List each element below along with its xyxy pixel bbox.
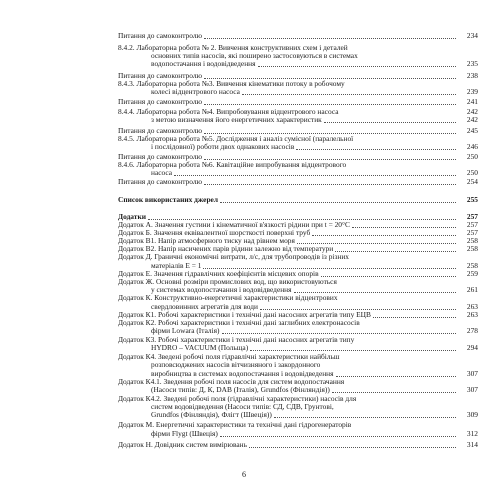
toc-entry-text: Додаток Н. Довідник систем вимірювань bbox=[118, 440, 247, 449]
toc-entry-page: 257 bbox=[466, 220, 478, 229]
dot-leader bbox=[249, 447, 456, 448]
toc-entry-page: 278 bbox=[466, 326, 478, 335]
toc-entry-text: фірми Flygt (Швеція) bbox=[151, 429, 218, 438]
dot-leader bbox=[242, 94, 456, 95]
dot-leader bbox=[297, 243, 456, 244]
toc-entry-text: у системах водопостачання і водовідведення bbox=[151, 285, 292, 294]
toc-entry-text: свердловинних агрегатів для води bbox=[151, 302, 258, 311]
toc-entry-page: 245 bbox=[466, 126, 478, 135]
dot-leader bbox=[204, 184, 456, 185]
toc-entry-text: насоса bbox=[151, 168, 173, 177]
toc-entry-text: Додаток К. Конструктивно-енергетичні характеристики відцентрових bbox=[118, 293, 338, 302]
dot-leader bbox=[274, 417, 456, 418]
dot-leader bbox=[336, 376, 456, 377]
dot-leader bbox=[204, 38, 456, 39]
toc-entry-text: Grundfos (Фінляндія), Флігт (Швеція)) bbox=[151, 410, 272, 419]
toc-entry-text: Додатки bbox=[118, 212, 146, 221]
dot-leader bbox=[335, 251, 456, 252]
dot-leader bbox=[204, 104, 456, 105]
toc-entry-page: 234 bbox=[466, 31, 478, 40]
toc-entry-page: 242 bbox=[466, 107, 478, 116]
page-number: 6 bbox=[242, 470, 246, 479]
toc-entry-text: Додаток А. Значення густини і кінематичної в'язкості рідини при t = 20°C bbox=[118, 220, 350, 229]
dot-leader bbox=[220, 202, 456, 203]
toc-entry-page: 309 bbox=[466, 410, 478, 419]
toc-entry-text: Додаток К4.2. Зведені робочі поля (гідравлічні характеристики) насосів для bbox=[118, 394, 357, 403]
dot-leader bbox=[203, 268, 456, 269]
toc-entry-page: 235 bbox=[466, 59, 478, 68]
dot-leader bbox=[222, 333, 456, 334]
toc-entry-page: 258 bbox=[466, 261, 478, 270]
toc-entry-text: Додаток М. Енергетичні характеристики та технічні дані гідрогенераторів bbox=[118, 420, 352, 429]
toc-entry-page: 246 bbox=[466, 142, 478, 151]
toc-entry-page: 294 bbox=[466, 343, 478, 352]
toc-entry-page: 257 bbox=[466, 228, 478, 237]
dot-leader bbox=[312, 235, 456, 236]
toc-entry-text: Додаток К1. Робочі характеристики і технічні дані насосних агрегатів типу ЕЦВ bbox=[118, 310, 371, 319]
toc-entry-text: матеріалів E = 1 bbox=[151, 261, 202, 270]
toc-entry-page: 258 bbox=[466, 236, 478, 245]
toc-entry-page: 242 bbox=[466, 115, 478, 124]
toc-entry-text: 8.4.4. Лабораторна робота №4. Випробовування відцентрового насоса bbox=[118, 107, 339, 116]
toc-entry-page: 263 bbox=[466, 302, 478, 311]
dot-leader bbox=[321, 276, 456, 277]
toc-entry-page: 307 bbox=[466, 369, 478, 378]
toc-entry-text: Додаток В1. Напір атмосферного тиску над рівнем моря bbox=[118, 236, 295, 245]
toc-entry-page: 254 bbox=[466, 177, 478, 186]
toc-entry-page: 307 bbox=[466, 385, 478, 394]
toc-entry-text: і послідовної) роботи двох однакових насосів bbox=[151, 142, 295, 151]
dot-leader bbox=[258, 66, 456, 67]
dot-leader bbox=[373, 317, 456, 318]
toc-entry-text: Питання до самоконтролю bbox=[118, 152, 203, 161]
toc-entry-text: фірми Lowara (Італія) bbox=[151, 326, 220, 335]
toc-entry-text: Додаток К4.1. Зведення робочі поля насосів для систем водопостачання bbox=[118, 377, 345, 386]
dot-leader bbox=[220, 436, 456, 437]
toc-entry-page: 257 bbox=[466, 212, 478, 221]
toc-entry-text: 8.4.5. Лабораторна робота №5. Дослідження і аналіз сумісної (паралельної bbox=[118, 134, 354, 143]
dot-leader bbox=[352, 227, 456, 228]
toc-entry-page: 250 bbox=[466, 168, 478, 177]
toc-entry-text: Додаток Ж. Основні розміри промислових вод, що використовуються bbox=[118, 277, 337, 286]
toc-entry-text: Питання до самоконтролю bbox=[118, 71, 203, 80]
dot-leader bbox=[204, 159, 456, 160]
toc-entry-text: водопостачання і водовідведення bbox=[151, 59, 256, 68]
toc-entry-page: 258 bbox=[466, 244, 478, 253]
toc-entry-text: Питання до самоконтролю bbox=[118, 177, 203, 186]
toc-entry-page: 261 bbox=[466, 285, 478, 294]
toc-entry-page: 263 bbox=[466, 310, 478, 319]
dot-leader bbox=[148, 219, 456, 220]
toc-entry-text: Питання до самоконтролю bbox=[118, 97, 203, 106]
toc-entry-text: Список використаних джерел bbox=[118, 195, 218, 204]
toc-entry-page: 312 bbox=[466, 429, 478, 438]
dot-leader bbox=[294, 292, 456, 293]
toc-entry-text: Додаток Д. Граничні економічні витрати, л/с, для трубопроводів із різних bbox=[118, 252, 349, 261]
toc-entry-text: Додаток К4. Зведені робочі поля гідравлічні характеристики найбільш bbox=[118, 352, 340, 361]
toc-entry-page: 241 bbox=[466, 97, 478, 106]
toc-entry-text: Додаток Б. Значення еквівалентної шорсткості поверхні труб bbox=[118, 228, 311, 237]
dot-leader bbox=[204, 78, 456, 79]
toc-entry-text: Додаток Е. Значення гідравлічних коефіцієнтів місцевих опорів bbox=[118, 269, 319, 278]
toc-entry-text: Питання до самоконтролю bbox=[118, 31, 203, 40]
toc-entry-text: основних типів насосів, які поширено застосовуються в системах bbox=[151, 51, 358, 60]
toc-entry-text: Додаток В2. Напір насичених парів рідини залежно від температури bbox=[118, 244, 334, 253]
toc-entry-text: колесі відцентрового насоса bbox=[151, 87, 240, 96]
toc-entry-page: 259 bbox=[466, 269, 478, 278]
dot-leader bbox=[174, 175, 456, 176]
toc-entry-text: Додаток К3. Робочі характеристики і технічні дані насосних агрегатів типу bbox=[118, 335, 355, 344]
toc-entry-page: 239 bbox=[466, 87, 478, 96]
dot-leader bbox=[332, 392, 456, 393]
dot-leader bbox=[204, 133, 456, 134]
toc-entry-text: систем водовідведення (Насоси типів: СД, СДВ, Грунтові, bbox=[151, 402, 334, 411]
dot-leader bbox=[324, 122, 456, 123]
toc-entry-text: Додаток К2. Робочі характеристики і технічні дані заглибних електронасосів bbox=[118, 318, 360, 327]
dot-leader bbox=[260, 309, 456, 310]
toc-entry-text: (Насоси типів: Д, К, DAB (Італія), Grundfos (Фінляндія)) bbox=[151, 385, 330, 394]
toc-entry-text: розповсюджених насосів вітчизняного і закордонного bbox=[151, 360, 321, 369]
toc-entry-page: 255 bbox=[466, 195, 478, 204]
dot-leader bbox=[296, 149, 456, 150]
toc-entry-text: з метою визначення його енергетичних характеристик bbox=[151, 115, 322, 124]
toc-entry-text: HYDRO – VACUUM (Польща) bbox=[151, 343, 249, 352]
toc-entry-text: 8.4.3. Лабораторна робота №3. Вивчення кінематики потоку в робочому bbox=[118, 79, 345, 88]
toc-entry-text: 8.4.6. Лабораторна робота №6. Кавітаційне випробування відцентрового bbox=[118, 160, 347, 169]
dot-leader bbox=[250, 350, 456, 351]
toc-entry-page: 238 bbox=[466, 71, 478, 80]
toc-entry-text: 8.4.2. Лабораторна робота № 2. Вивчення конструктивних схем і деталей bbox=[118, 43, 348, 52]
toc-entry-text: Питання до самоконтролю bbox=[118, 126, 203, 135]
toc-entry-page: 250 bbox=[466, 152, 478, 161]
toc-entry-page: 314 bbox=[466, 440, 478, 449]
toc-entry-text: виробництва в системах водопостачання і водовідведення bbox=[151, 369, 334, 378]
